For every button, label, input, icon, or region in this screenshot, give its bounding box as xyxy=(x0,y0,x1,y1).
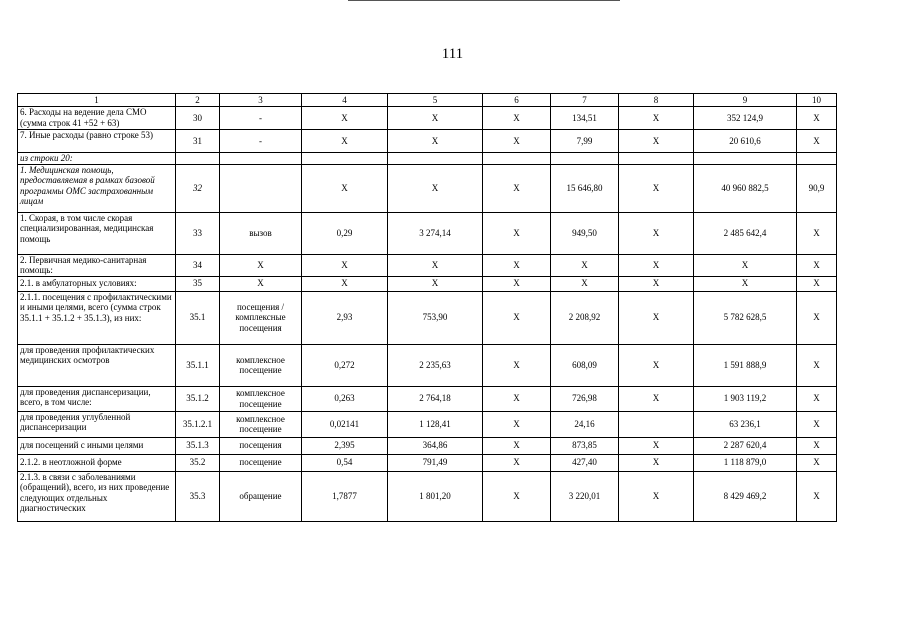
table-cell: 2 208,92 xyxy=(551,291,619,344)
table-cell: 35 xyxy=(176,276,220,291)
table-cell: 2 287 620,4 xyxy=(694,437,797,454)
table-cell: Х xyxy=(483,276,551,291)
table-cell: Х xyxy=(483,344,551,386)
row-label: 7. Иные расходы (равно строке 53) xyxy=(18,130,176,153)
table-cell: 34 xyxy=(176,254,220,276)
row-label: 2.1.2. в неотложной форме xyxy=(18,454,176,471)
table-cell: 1 903 119,2 xyxy=(694,386,797,411)
table-cell: 0,54 xyxy=(302,454,388,471)
table-cell: Х xyxy=(619,386,694,411)
table-cell: 427,40 xyxy=(551,454,619,471)
table-row xyxy=(18,107,837,130)
row-label: 2.1. в амбулаторных условиях: xyxy=(18,276,176,291)
table-cell: Х xyxy=(619,344,694,386)
table-row xyxy=(18,130,837,153)
table-cell: 134,51 xyxy=(551,107,619,130)
table-cell: Х xyxy=(388,276,483,291)
table-cell: 35.2 xyxy=(176,454,220,471)
table-cell: 35.1.2.1 xyxy=(176,411,220,437)
table-cell xyxy=(220,153,302,165)
table-cell: - xyxy=(220,130,302,153)
table-cell: 90,9 xyxy=(797,164,837,212)
table-cell xyxy=(694,153,797,165)
table-row xyxy=(18,164,837,212)
row-label: 2. Первичная медико-санитарная помощь: xyxy=(18,254,176,276)
table-cell: 608,09 xyxy=(551,344,619,386)
table-cell: Х xyxy=(797,254,837,276)
table-cell: - xyxy=(220,107,302,130)
table-cell: Х xyxy=(797,386,837,411)
row-label: 1. Скорая, в том числе скорая специализированная, медицинская помощь xyxy=(18,212,176,254)
table-cell: Х xyxy=(797,344,837,386)
table-cell: Х xyxy=(797,454,837,471)
row-label: для проведения профилактических медицинских осмотров xyxy=(18,344,176,386)
table-row xyxy=(18,411,837,437)
table-cell: 2 764,18 xyxy=(388,386,483,411)
table-cell: 32 xyxy=(176,164,220,212)
table-row xyxy=(18,254,837,276)
table-cell: Х xyxy=(302,130,388,153)
table-cell: 0,272 xyxy=(302,344,388,386)
table-cell: обращение xyxy=(220,471,302,521)
data-table xyxy=(17,93,837,522)
table-cell: вызов xyxy=(220,212,302,254)
table-cell: 2,93 xyxy=(302,291,388,344)
table-cell: 2,395 xyxy=(302,437,388,454)
header-row xyxy=(18,94,837,107)
table-cell: 35.1.1 xyxy=(176,344,220,386)
table-cell: 63 236,1 xyxy=(694,411,797,437)
table-cell: 20 610,6 xyxy=(694,130,797,153)
row-label: 1. Медицинская помощь, предоставляемая в рамках базовой программы ОМС застрахованным лицам xyxy=(18,164,176,212)
row-label: 2.1.1. посещения с профилактическими и иными целями, всего (сумма строк 35.1.1 + 35.1.2 + 35.1.3), из них: xyxy=(18,291,176,344)
table-cell: 364,86 xyxy=(388,437,483,454)
table-cell: Х xyxy=(302,276,388,291)
table-cell: Х xyxy=(483,411,551,437)
row-label: для посещений с иными целями xyxy=(18,437,176,454)
row-label: для проведения углубленной диспансеризации xyxy=(18,411,176,437)
table-cell: Х xyxy=(619,254,694,276)
table-cell: комплексное посещение xyxy=(220,411,302,437)
table-cell: 791,49 xyxy=(388,454,483,471)
table-cell: Х xyxy=(220,254,302,276)
table-cell: 0,263 xyxy=(302,386,388,411)
table-cell: 2 485 642,4 xyxy=(694,212,797,254)
table-cell: 35.3 xyxy=(176,471,220,521)
table-cell: 726,98 xyxy=(551,386,619,411)
table-cell: Х xyxy=(797,471,837,521)
table-cell: 40 960 882,5 xyxy=(694,164,797,212)
table-cell: 35.1 xyxy=(176,291,220,344)
column-header: 4 xyxy=(302,94,388,107)
table-cell: Х xyxy=(619,276,694,291)
table-cell: Х xyxy=(797,212,837,254)
table-cell: 0,29 xyxy=(302,212,388,254)
row-label: 6. Расходы на ведение дела СМО (сумма строк 41 +52 + 63) xyxy=(18,107,176,130)
column-header: 3 xyxy=(220,94,302,107)
table-cell: Х xyxy=(797,276,837,291)
table-cell: Х xyxy=(388,164,483,212)
table-cell: 1 128,41 xyxy=(388,411,483,437)
table-cell: 3 274,14 xyxy=(388,212,483,254)
table-cell: Х xyxy=(797,130,837,153)
table-cell: Х xyxy=(619,454,694,471)
table-row xyxy=(18,291,837,344)
table-cell: Х xyxy=(619,107,694,130)
table-cell: Х xyxy=(388,107,483,130)
table-cell: 949,50 xyxy=(551,212,619,254)
table-cell: Х xyxy=(483,164,551,212)
table-cell: 1 118 879,0 xyxy=(694,454,797,471)
top-rule xyxy=(348,0,620,1)
table-cell: 1 591 888,9 xyxy=(694,344,797,386)
table-cell xyxy=(483,153,551,165)
table-cell: 753,90 xyxy=(388,291,483,344)
row-label: 2.1.3. в связи с заболеваниями (обращений), всего, из них проведение следующих отдельных диагностических xyxy=(18,471,176,521)
table-cell: 35.1.2 xyxy=(176,386,220,411)
table-cell: Х xyxy=(388,254,483,276)
table-cell: 31 xyxy=(176,130,220,153)
table-cell: Х xyxy=(797,411,837,437)
table-cell: 35.1.3 xyxy=(176,437,220,454)
column-header: 7 xyxy=(551,94,619,107)
page-number: 111 xyxy=(441,46,464,62)
table-row xyxy=(18,344,837,386)
table-cell: Х xyxy=(797,107,837,130)
column-header: 9 xyxy=(694,94,797,107)
table-cell: Х xyxy=(551,276,619,291)
table-cell: Х xyxy=(483,254,551,276)
table-cell: 352 124,9 xyxy=(694,107,797,130)
table-cell xyxy=(302,153,388,165)
table-row xyxy=(18,276,837,291)
table-cell: Х xyxy=(483,471,551,521)
table-cell: Х xyxy=(619,130,694,153)
table-cell: посещение xyxy=(220,454,302,471)
table-cell: Х xyxy=(483,386,551,411)
table-cell: Х xyxy=(483,130,551,153)
table-cell: Х xyxy=(302,164,388,212)
table-cell xyxy=(551,153,619,165)
table-cell: 7,99 xyxy=(551,130,619,153)
table-cell: 2 235,63 xyxy=(388,344,483,386)
column-header: 5 xyxy=(388,94,483,107)
table-cell: 0,02141 xyxy=(302,411,388,437)
table-cell: Х xyxy=(619,437,694,454)
table-row xyxy=(18,471,837,521)
table-cell: посещения xyxy=(220,437,302,454)
table-cell: Х xyxy=(302,254,388,276)
table-cell: Х xyxy=(483,107,551,130)
table-cell: Х xyxy=(619,164,694,212)
table-cell: Х xyxy=(694,276,797,291)
table-cell: комплексное посещение xyxy=(220,386,302,411)
column-header: 1 xyxy=(18,94,176,107)
table-cell: 15 646,80 xyxy=(551,164,619,212)
table-cell: Х xyxy=(483,291,551,344)
table-cell: Х xyxy=(694,254,797,276)
table-cell: 1 801,20 xyxy=(388,471,483,521)
table-row xyxy=(18,437,837,454)
table-cell: 1,7877 xyxy=(302,471,388,521)
table-cell xyxy=(220,164,302,212)
table-cell: Х xyxy=(483,212,551,254)
table-cell: Х xyxy=(619,291,694,344)
table-cell: Х xyxy=(551,254,619,276)
table-cell: 30 xyxy=(176,107,220,130)
table-cell: Х xyxy=(388,130,483,153)
table-cell: 33 xyxy=(176,212,220,254)
table-cell xyxy=(176,153,220,165)
table-cell: 873,85 xyxy=(551,437,619,454)
table-cell xyxy=(797,153,837,165)
table-cell: Х xyxy=(483,437,551,454)
table-cell: Х xyxy=(483,454,551,471)
table-cell: 24,16 xyxy=(551,411,619,437)
table-cell: Х xyxy=(619,212,694,254)
table-cell: 3 220,01 xyxy=(551,471,619,521)
table-cell: Х xyxy=(797,291,837,344)
table-cell: посещения / комплексные посещения xyxy=(220,291,302,344)
row-label: для проведения диспансеризации, всего, в том числе: xyxy=(18,386,176,411)
table-cell: 5 782 628,5 xyxy=(694,291,797,344)
table-cell: Х xyxy=(302,107,388,130)
table-cell: 8 429 469,2 xyxy=(694,471,797,521)
column-header: 2 xyxy=(176,94,220,107)
table-cell xyxy=(388,153,483,165)
table-cell: Х xyxy=(220,276,302,291)
table-row xyxy=(18,386,837,411)
row-label: из строки 20: xyxy=(18,153,176,165)
table-cell: Х xyxy=(797,437,837,454)
table-row xyxy=(18,153,837,165)
column-header: 6 xyxy=(483,94,551,107)
table-cell xyxy=(619,411,694,437)
table-row xyxy=(18,212,837,254)
column-header: 10 xyxy=(797,94,837,107)
table-cell: комплексное посещение xyxy=(220,344,302,386)
table-row xyxy=(18,454,837,471)
table-cell: Х xyxy=(619,471,694,521)
table-cell xyxy=(619,153,694,165)
column-header: 8 xyxy=(619,94,694,107)
